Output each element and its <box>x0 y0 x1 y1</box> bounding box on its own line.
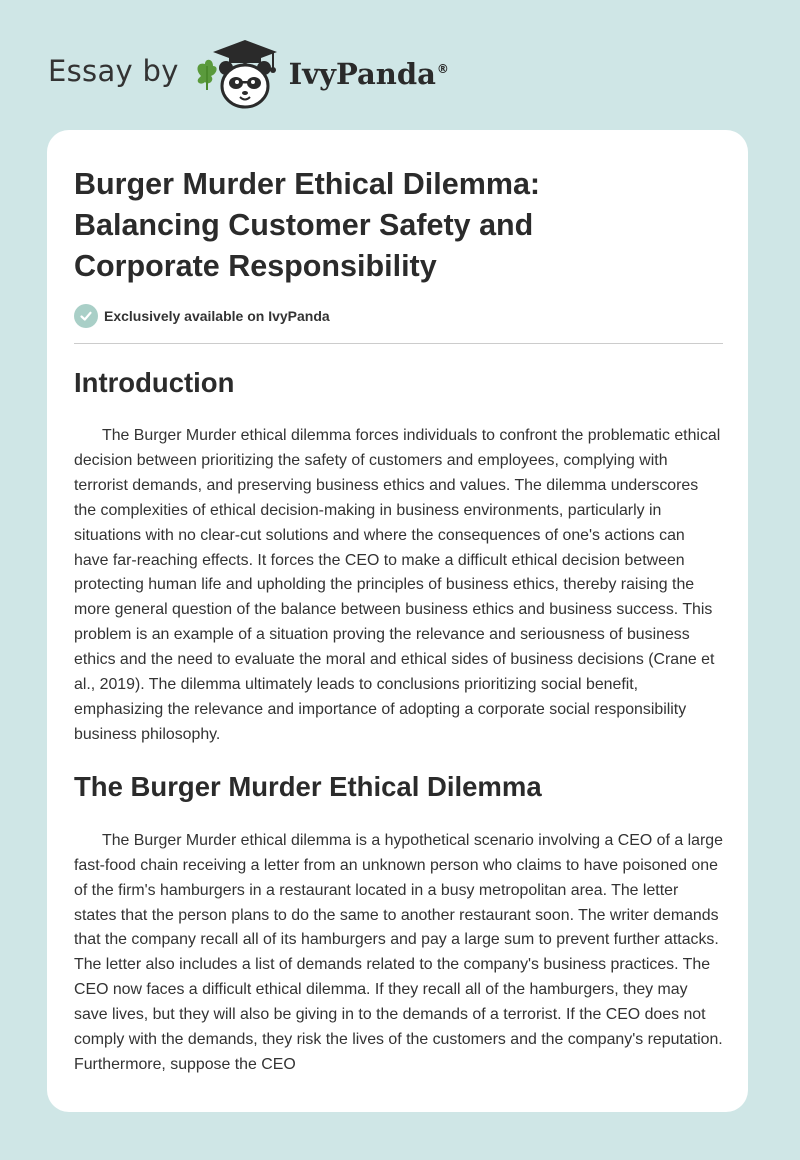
page-title: Burger Murder Ethical Dilemma: Balancing Customer Safety and Corporate Responsibility <box>74 167 541 283</box>
paragraph-dilemma: The Burger Murder ethical dilemma is a hypothetical scenario involving a CEO of a large fast-food chain receiving a letter from an unknown person who claims to have poisoned one of the firm's hamburgers in a restaurant located in a busy metropolitan area. The letter states that the person plans to do the same to another restaurant soon. The writer demands that the company recall all of its hamburgers and pay a large sum to prevent further attacks. The letter also includes a list of demands related to the company's business practices. The CEO now faces a difficult ethical dilemma. If they recall all of the hamburgers, they may save lives, but they will also be giving in to the demands of a terrorist. If the CEO does not comply with the demands, they risk the lives of the customers and the company's reputation. Furthermore, suppose the CEO <box>74 831 723 1073</box>
section-heading-dilemma: The Burger Murder Ethical Dilemma <box>74 770 542 802</box>
essay-by-label: Essay by <box>48 54 179 88</box>
divider <box>74 343 723 344</box>
site-header <box>48 36 449 110</box>
badge-label: Exclusively available on IvyPanda <box>104 308 330 324</box>
essay-card <box>47 130 748 1112</box>
brand-name: IvyPanda® <box>288 57 449 91</box>
paragraph-introduction: The Burger Murder ethical dilemma forces individuals to confront the problematic ethical decision between prioritizing the safety of customers and employees, complying with terrorist demands, and preserving business ethics and values. The dilemma underscores the complexities of ethical decision-making in business environments, particularly in situations with no clear-cut solutions and where the consequences of one's actions can have far-reaching effects. It forces the CEO to make a difficult ethical decision between protecting human life and upholding the principles of business ethics, thereby raising the more general question of the balance between business ethics and business success. This problem is an example of a situation proving the relevance and seriousness of business ethics and the need to evaluate the moral and ethical sides of business decisions (Crane et al., 2019). The dilemma ultimately leads to conclusions prioritizing social benefit, emphasizing the relevance and importance of adopting a corporate social responsibility business philosophy. <box>74 427 721 743</box>
panda-graduate-icon <box>193 36 283 110</box>
check-icon <box>74 304 98 328</box>
exclusive-badge <box>74 303 723 329</box>
registered-mark: ® <box>436 62 449 77</box>
essay-content <box>74 164 723 1078</box>
section-heading-introduction: Introduction <box>74 367 235 398</box>
